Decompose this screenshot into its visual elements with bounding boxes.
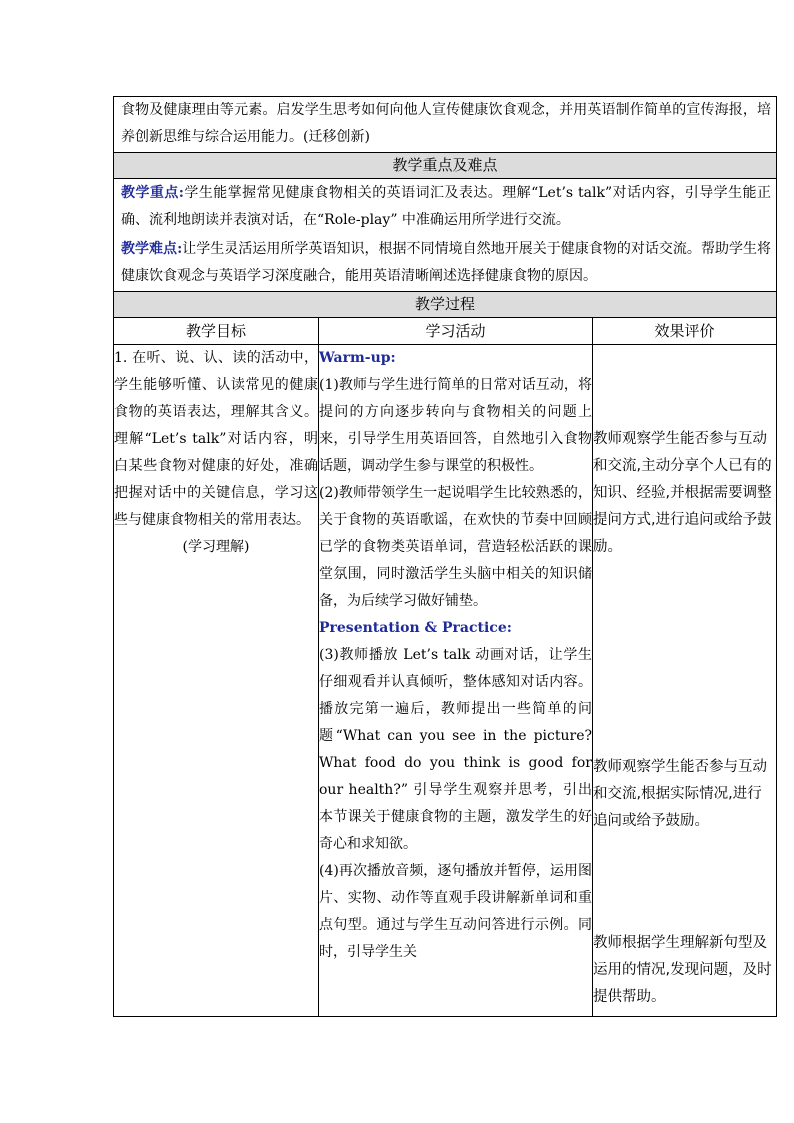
column-header-objective: 教学目标 xyxy=(114,318,319,345)
column-header-row xyxy=(114,318,777,345)
key-points-heading: 教学重点及难点 xyxy=(114,153,777,179)
top-text-row xyxy=(114,97,777,153)
warmup-title: Warm-up: xyxy=(319,350,396,366)
key-points-row xyxy=(114,179,777,292)
process-heading: 教学过程 xyxy=(114,292,777,318)
activity-3: (3)教师播放 Let’s talk 动画对话，让学生仔细观看并认真倾听，整体感知对话内容。播放完第一遍后，教师提出一些简单的问题“What can you see in the picture? What food do you think is good for our health?” 引导学生观察并思考，引出本节课关于健康食物的主题，激发学生的好奇心和求知欲。 xyxy=(319,647,592,852)
objective-text: 1. 在听、说、认、读的活动中，学生能够听懂、认读常见的健康食物的英语表达，理解其含义。理解“Let’s talk”对话内容，明白某些食物对健康的好处，准确把握对话中的关键信息，学习这些与健康食物相关的常用表达。 xyxy=(114,350,318,528)
column-header-activity: 学习活动 xyxy=(319,318,593,345)
process-heading-row xyxy=(114,292,777,318)
key-points-heading-row xyxy=(114,153,777,179)
teaching-focus-label: 教学重点: xyxy=(121,185,184,201)
key-points-cell xyxy=(114,179,777,292)
teaching-focus-paragraph xyxy=(114,179,776,235)
presentation-title: Presentation & Practice: xyxy=(319,620,512,636)
activity-1: (1)教师与学生进行简单的日常对话互动，将提问的方向逐步转向与食物相关的问题上来，引导学生用英语回答，自然地引入食物话题，调动学生参与课堂的积极性。 xyxy=(319,377,592,474)
top-paragraph: 食物及健康理由等元素。启发学生思考如何向他人宣传健康饮食观念，并用英语制作简单的宣传海报，培养创新思维与综合运用能力。(迁移创新) xyxy=(121,102,772,145)
objective-tag: (学习理解) xyxy=(182,539,250,555)
teaching-difficulty-paragraph xyxy=(114,235,776,291)
process-content-row xyxy=(114,345,777,1017)
activity-cell xyxy=(319,345,593,1017)
activity-2: (2)教师带领学生一起说唱学生比较熟悉的，关于食物的英语歌谣，在欢快的节奏中回顾已学的食物类英语单词，营造轻松活跃的课堂氛围，同时激活学生头脑中相关的知识储备，为后续学习做好铺垫。 xyxy=(319,485,592,609)
teaching-difficulty-text: 让学生灵活运用所学英语知识，根据不同情境自然地开展关于健康食物的对话交流。帮助学生将健康饮食观念与英语学习深度融合，能用英语清晰阐述选择健康食物的原因。 xyxy=(121,241,772,284)
evaluation-1: 教师观察学生能否参与互动和交流,主动分享个人已有的知识、经验,并根据需要调整提问方式,进行追问或给予鼓励。 xyxy=(593,431,772,555)
evaluation-cell xyxy=(593,345,777,1017)
teaching-difficulty-label: 教学难点: xyxy=(121,241,183,257)
objective-cell xyxy=(114,345,319,1017)
evaluation-2: 教师观察学生能否参与互动和交流,根据实际情况,进行追问或给予鼓励。 xyxy=(593,759,767,829)
column-header-evaluation: 效果评价 xyxy=(593,318,777,345)
evaluation-3: 教师根据学生理解新句型及运用的情况,发现问题，及时提供帮助。 xyxy=(593,935,772,1005)
activity-4: (4)再次播放音频，逐句播放并暂停，运用图片、实物、动作等直观手段讲解新单词和重点句型。通过与学生互动问答进行示例。同时，引导学生关 xyxy=(319,863,592,960)
top-text-cell xyxy=(114,97,777,153)
lesson-plan-table xyxy=(113,96,777,1017)
teaching-focus-text: 学生能掌握常见健康食物相关的英语词汇及表达。理解“Let’s talk”对话内容，引导学生能正确、流利地朗读并表演对话，在“Role-play” 中准确运用所学进行交流。 xyxy=(121,185,772,228)
